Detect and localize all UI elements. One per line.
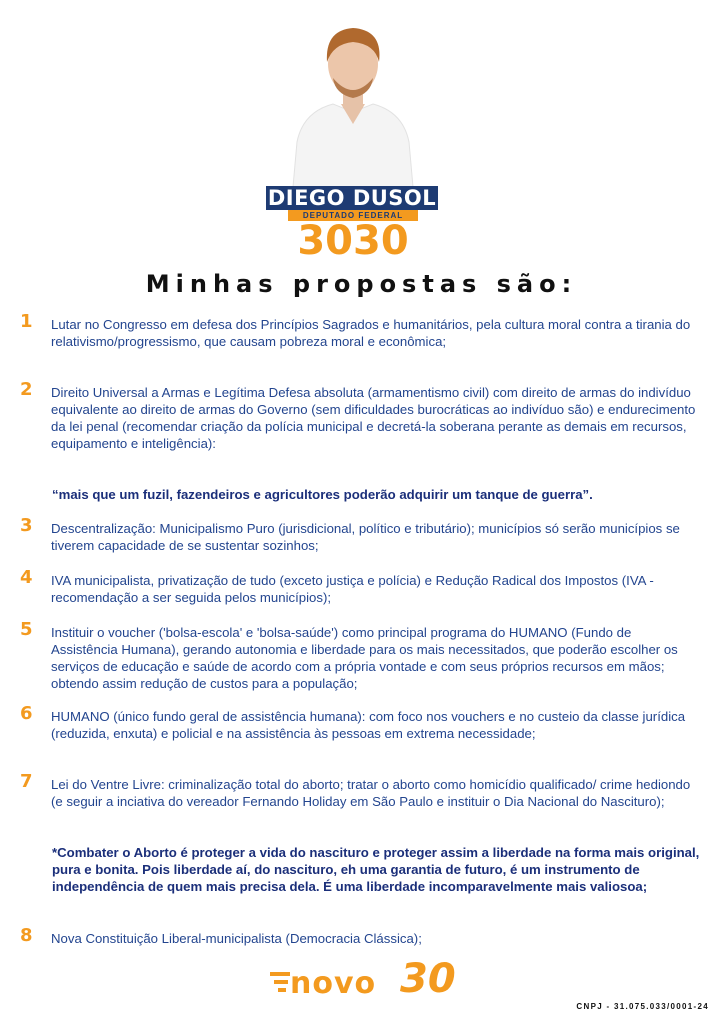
party-number: 30 <box>400 956 456 1002</box>
proposal-text: Direito Universal a Armas e Legítima Defesa absoluta (armamentismo civil) com direito de armas do indivíduo equivalente ao direito de armas do Governo (sem dificuldades burocráticas ao indivíduo são) e endurecimento da lei penal (recomendar criação da polícia municipal e decretá-la soberana perante as demais em recursos, equipamento e inteligência): <box>51 385 696 451</box>
proposal-number: 7 <box>20 771 33 792</box>
proposal-text: Instituir o voucher ('bolsa-escola' e 'bolsa-saúde') como principal programa do HUMANO (Fundo de Assistência Humana), gerando autonomia e liberdade para os mais necessitados, que poderão escolher os serviços de educação e saúde de acordo com a própria vontade e com seus próprios recursos em mãos; obtendo assim redução de custos para a população; <box>51 625 678 691</box>
proposal-number: 4 <box>20 567 33 588</box>
party-logo <box>270 958 480 1006</box>
proposal-number: 8 <box>20 925 33 946</box>
page-title: Minhas propostas são: <box>145 270 578 298</box>
proposal-text: Descentralização: Municipalismo Puro (jurisdicional, político e tributário); municípios só serão municípios se tiverem capacidade de se sustentar sozinhos; <box>51 521 680 553</box>
proposal-text: HUMANO (único fundo geral de assistência humana): com foco nos vouchers e no custeio da classe jurídica (reduzida, enxuta) e policial e na assistência às pessoas em extrema necessidade; <box>51 709 686 741</box>
proposal-item <box>20 703 700 742</box>
proposal-item <box>20 567 700 606</box>
proposal-text: Nova Constituição Liberal-municipalista (Democracia Clássica); <box>51 931 422 946</box>
logo-stripes-icon <box>270 972 292 996</box>
candidate-role: DEPUTADO FEDERAL <box>288 210 418 221</box>
proposal-number: 6 <box>20 703 33 724</box>
proposal-item <box>20 925 700 947</box>
candidate-number: 3030 <box>297 218 409 264</box>
proposal-item <box>20 311 700 350</box>
proposal-item <box>20 619 700 692</box>
candidate-photo <box>283 12 423 187</box>
proposal-text: IVA municipalista, privatização de tudo (exceto justiça e polícia) e Redução Radical dos Impostos (IVA - recomendação a ser seguida pelos municípios); <box>51 573 654 605</box>
party-name: novo <box>290 966 377 1001</box>
proposal-text: Lei do Ventre Livre: criminalização total do aborto; tratar o aborto como homicídio qualificado/ crime hediondo (e seguir a inciativa do vereador Fernando Holiday em São Paulo e instituir o Dia Nacional do Nascituro); <box>51 777 691 809</box>
proposal-number: 2 <box>20 379 33 400</box>
candidate-name: DIEGO DUSOL <box>267 186 437 210</box>
proposal-number: 3 <box>20 515 33 536</box>
proposal-number: 5 <box>20 619 33 640</box>
proposal-item <box>20 515 700 554</box>
proposal-item <box>20 379 700 452</box>
proposal-item <box>20 771 700 810</box>
proposal-number: 1 <box>20 311 33 332</box>
quote-text: “mais que um fuzil, fazendeiros e agricultores poderão adquirir um tanque de guerra”. <box>52 487 593 502</box>
cnpj-text: CNPJ - 31.075.033/0001-24 <box>576 1002 709 1011</box>
note-text: *Combater o Aborto é proteger a vida do nascituro e proteger assim a liberdade na forma mais original, pura e bonita. Pois liberdade aí, do nascituro, eh uma garantia de futuro, é um instrumento de independência de quem mais precisa dela. É uma liberdade incomparavelmente mais valiosoa; <box>52 845 700 894</box>
proposal-text: Lutar no Congresso em defesa dos Princípios Sagrados e humanitários, pela cultura moral contra a tirania do relativismo/progressismo, que causam pobreza moral e econômica; <box>51 317 691 349</box>
